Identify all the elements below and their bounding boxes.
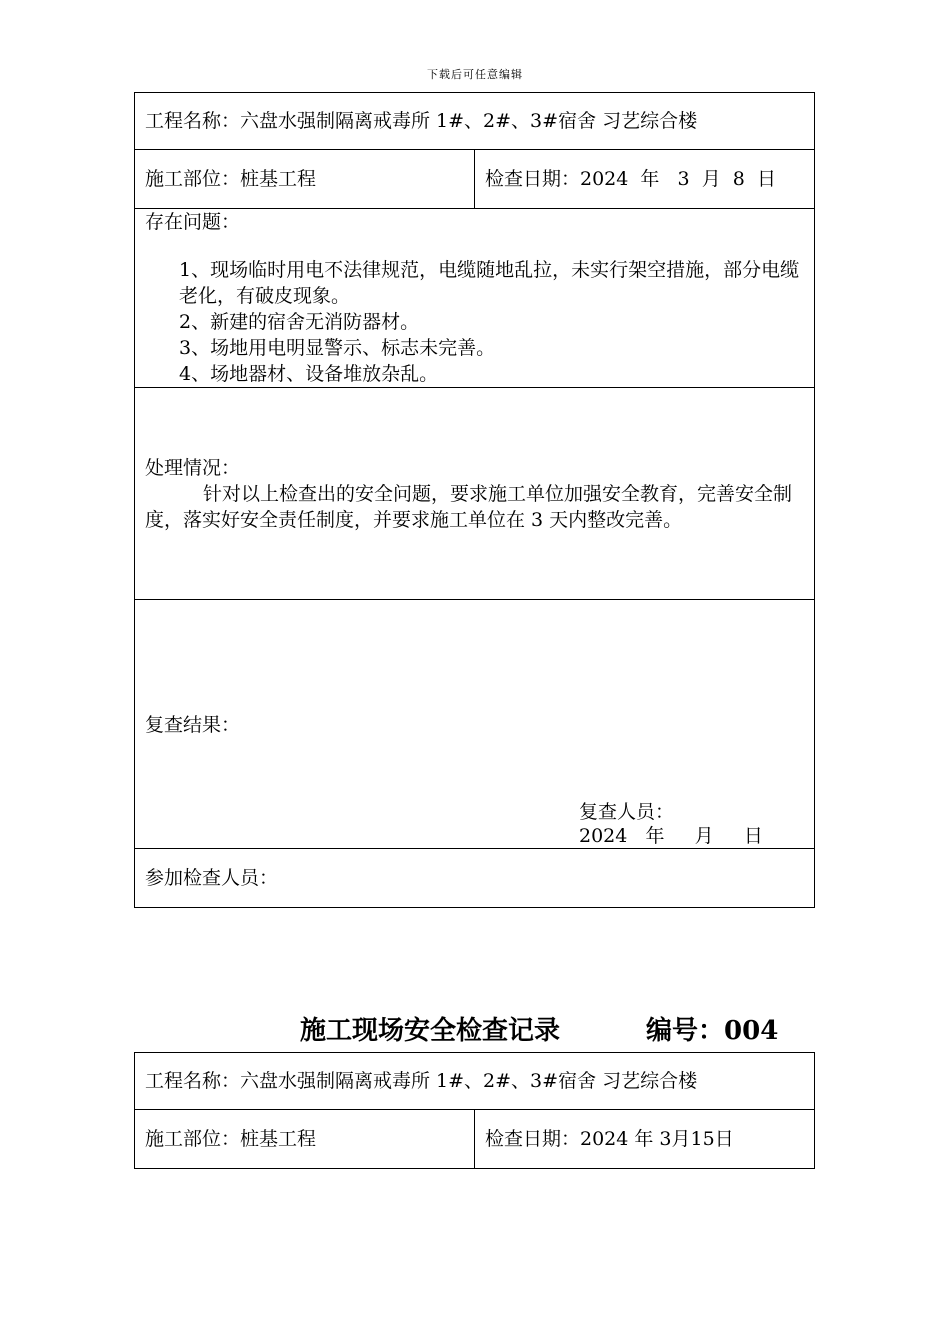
issue-item: 1、现场临时用电不法律规范，电缆随地乱拉，未实行架空措施，部分电缆老化，有破皮现象。 — [179, 259, 800, 307]
review-cell — [135, 600, 815, 849]
participants-cell — [135, 849, 815, 908]
record-number: 编号：004 — [646, 1016, 779, 1046]
issue-item: 4、场地器材、设备堆放杂乱。 — [179, 363, 439, 385]
review-title: 复查结果： — [145, 714, 241, 736]
construction-location: 施工部位：桩基工程 — [135, 1110, 475, 1169]
project-name: 工程名称：六盘水强制隔离戒毒所 1#、2#、3#宿舍 习艺综合楼 — [135, 93, 815, 150]
issue-item: 3、场地用电明显警示、标志未完善。 — [179, 337, 496, 359]
record-title: 施工现场安全检查记录 — [300, 1016, 561, 1046]
project-name: 工程名称：六盘水强制隔离戒毒所 1#、2#、3#宿舍 习艺综合楼 — [135, 1053, 815, 1110]
inspection-record-2 — [134, 1052, 815, 1169]
handling-cell — [135, 388, 815, 600]
participants-label: 参加检查人员： — [145, 867, 279, 889]
record-title-row — [300, 1010, 778, 1047]
handling-title: 处理情况： — [145, 456, 241, 479]
reviewer-label: 复查人员： — [579, 801, 675, 823]
inspection-date: 检查日期：2024 年 3 月 8 日 — [475, 150, 815, 209]
construction-location: 施工部位：桩基工程 — [135, 150, 475, 209]
page-header: 下载后可任意编辑 — [427, 68, 523, 81]
inspection-record-1 — [134, 92, 815, 908]
issues-title: 存在问题： — [145, 211, 241, 233]
handling-text: 针对以上检查出的安全问题，要求施工单位加强安全教育，完善安全制度，落实好安全责任制度，并要求施工单位在 3 天内整改完善。 — [145, 482, 793, 531]
issues-cell — [135, 209, 815, 388]
review-date: 2024 年 月 日 — [579, 825, 763, 847]
issue-item: 2、新建的宿舍无消防器材。 — [179, 311, 420, 333]
inspection-date: 检查日期：2024 年 3月15日 — [475, 1110, 815, 1169]
